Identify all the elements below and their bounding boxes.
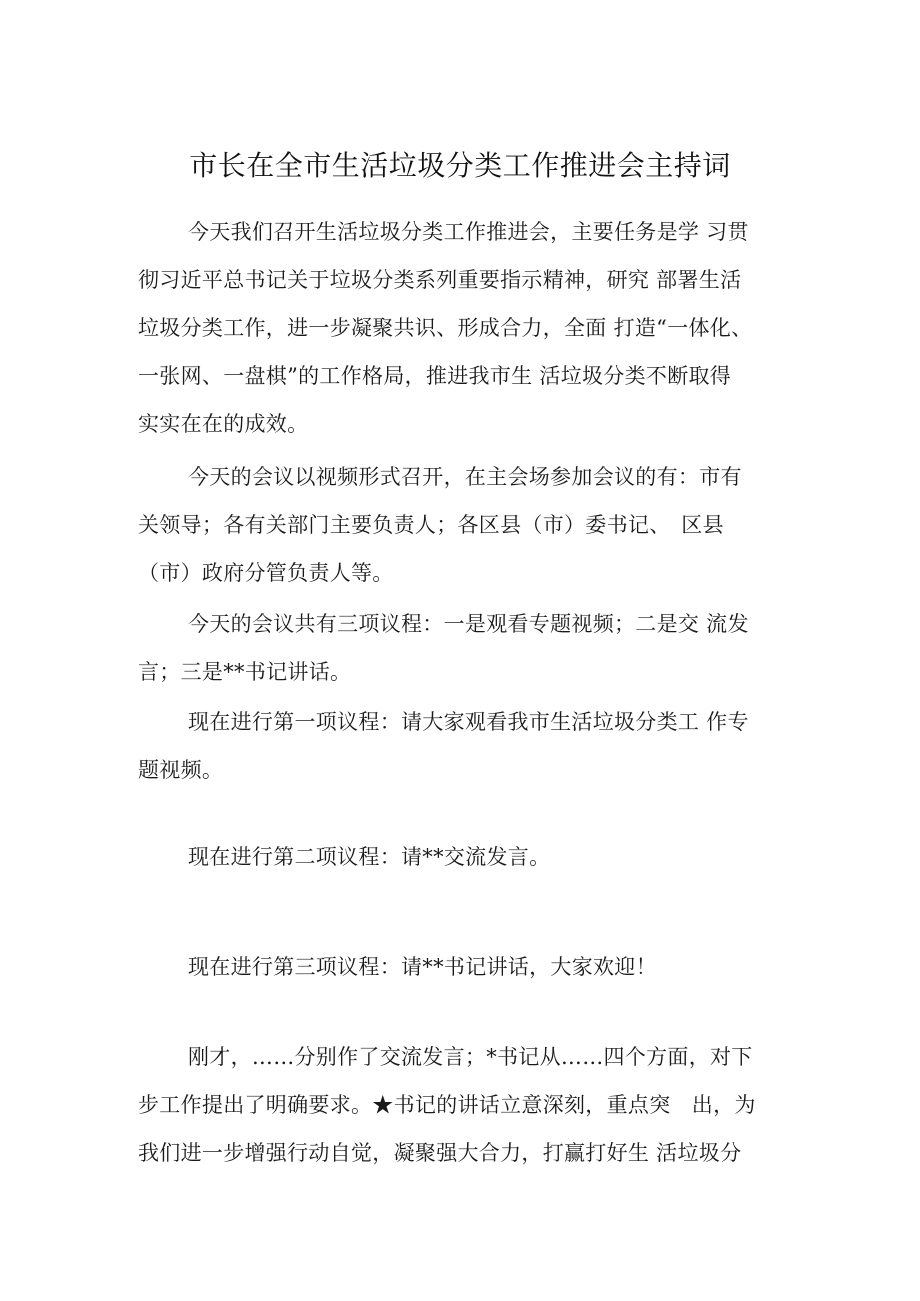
text-line: 今天的会议以视频形式召开，在主会场参加会议的有：市有	[188, 465, 742, 489]
text-line: 言；三是**书记讲话。	[138, 660, 352, 684]
text-line: 彻习近平总书记关于垃圾分类系列重要指示精神，研究 部署生活	[138, 268, 742, 292]
text-line: 我们进一步增强行动自觉，凝聚强大合力，打赢打好生 活垃圾分	[138, 1141, 742, 1165]
paragraph-attendees	[138, 453, 790, 597]
text-line: 关领导；各有关部门主要负责人；各区县（市）委书记、 区县	[138, 513, 724, 537]
text-line: 题视频。	[138, 758, 224, 782]
text-line: 实实在在的成效。	[138, 412, 309, 436]
text-line: 现在进行第一项议程：请大家观看我市生活垃圾分类工 作专	[188, 710, 749, 734]
paragraph-opening	[138, 208, 790, 448]
text-line: （市）政府分管负责人等。	[138, 561, 394, 585]
text-line: 现在进行第二项议程：请**交流发言。	[188, 845, 551, 869]
paragraph-agenda	[138, 600, 790, 696]
text-line: 步工作提出了明确要求。★书记的讲话立意深刻，重点突 出，为	[138, 1093, 756, 1117]
text-line: 刚才，……分别作了交流发言；*书记从……四个方面，对下	[188, 1045, 753, 1069]
paragraph-agenda-item-2	[138, 833, 840, 881]
text-line: 垃圾分类工作，进一步凝聚共识、形成合力，全面 打造“一体化、	[138, 316, 753, 340]
paragraph-summary	[138, 1033, 790, 1177]
document-title: 市长在全市生活垃圾分类工作推进会主持词	[189, 149, 731, 182]
paragraph-agenda-item-3	[138, 943, 840, 991]
text-line: 今天我们召开生活垃圾分类工作推进会，主要任务是学 习贯	[188, 220, 749, 244]
text-line: 现在进行第三项议程：请**书记讲话，大家欢迎！	[188, 955, 657, 979]
text-line: 一张网、一盘棋”的工作格局，推进我市生 活垃圾分类不断取得	[138, 364, 732, 388]
paragraph-agenda-item-1	[138, 698, 790, 794]
text-line: 今天的会议共有三项议程：一是观看专题视频；二是交 流发	[188, 612, 749, 636]
